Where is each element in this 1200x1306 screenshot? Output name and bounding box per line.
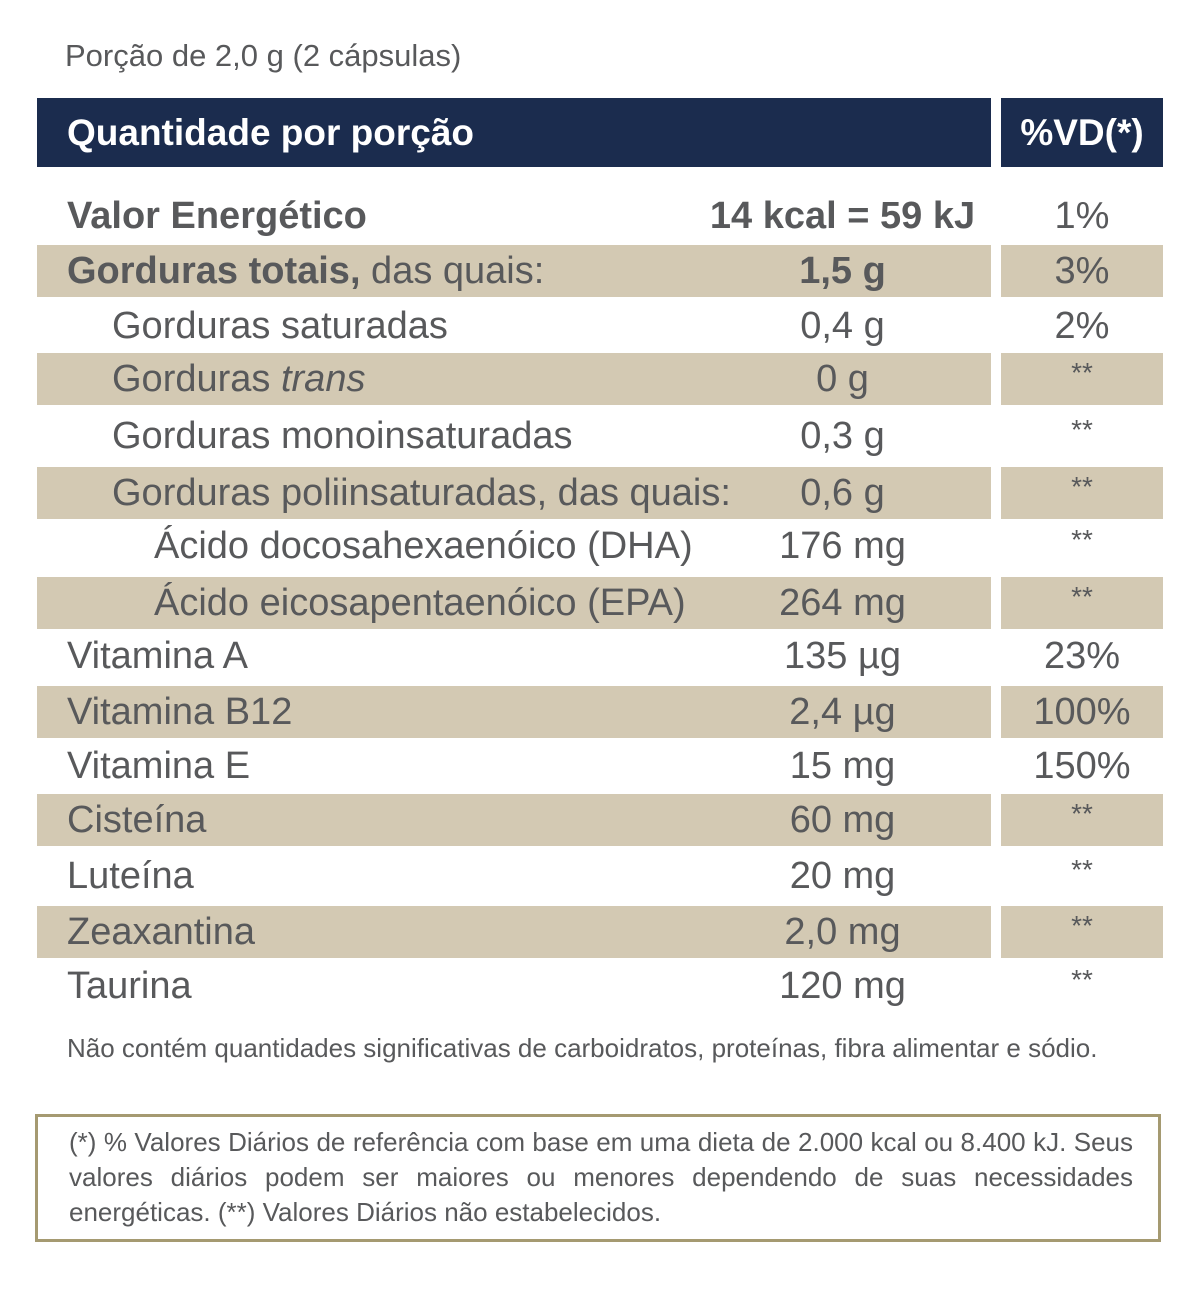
- nutrient-name: Vitamina E: [67, 745, 251, 787]
- nutrient-amount: 120 mg: [779, 965, 906, 1007]
- nutrient-amount: 14 kcal = 59 kJ: [709, 195, 976, 237]
- table-row: [0, 520, 1200, 572]
- table-row: [0, 960, 1200, 1012]
- table-row: [0, 577, 1200, 629]
- nutrient-daily-value: **: [1071, 581, 1093, 612]
- nutrient-daily-value: 100%: [1033, 691, 1131, 733]
- nutrient-name: Gorduras: [112, 358, 281, 400]
- nutrient-amount: 60 mg: [789, 799, 896, 841]
- nutrient-name: Gorduras monoinsaturadas: [112, 415, 573, 457]
- table-row: [0, 906, 1200, 958]
- nutrient-amount: 15 mg: [789, 745, 896, 787]
- nutrient-label: [67, 245, 544, 297]
- nutrient-amount: 0,3 g: [800, 415, 885, 457]
- nutrient-label: [112, 300, 448, 352]
- nutrient-amount: 176 mg: [779, 525, 906, 567]
- nutrient-name: Valor Energético: [67, 195, 367, 237]
- table-row: [0, 850, 1200, 902]
- nutrient-name-italic: trans: [280, 358, 366, 400]
- table-row: [0, 300, 1200, 352]
- nutrient-name: Zeaxantina: [67, 911, 256, 953]
- nutrient-name: Vitamina A: [67, 635, 248, 677]
- nutrient-name: Gorduras saturadas: [112, 305, 448, 347]
- table-row: [0, 467, 1200, 519]
- nutrient-name: Ácido eicosapentaenóico (EPA): [154, 582, 686, 624]
- nutrient-label: [67, 686, 292, 738]
- nutrient-label: [112, 353, 365, 405]
- nutrient-daily-value: 3%: [1054, 250, 1110, 292]
- nutrient-amount: 20 mg: [789, 855, 896, 897]
- nutrient-name: Gorduras poliinsaturadas, das quais:: [112, 472, 731, 514]
- nutrient-label: [67, 794, 206, 846]
- table-row: [0, 740, 1200, 792]
- nutrient-daily-value: **: [1071, 357, 1093, 388]
- nutrient-label: [112, 410, 572, 462]
- serving-size: Porção de 2,0 g (2 cápsulas): [65, 38, 462, 73]
- nutrient-name: Cisteína: [67, 799, 207, 841]
- table-row: [0, 630, 1200, 682]
- header-quantity: Quantidade por porção: [37, 98, 991, 167]
- nutrient-label: [67, 630, 248, 682]
- nutrient-daily-value: 1%: [1054, 195, 1110, 237]
- table-row: [0, 353, 1200, 405]
- nutrient-daily-value: **: [1071, 964, 1093, 995]
- nutrient-label: [154, 577, 686, 629]
- note-text: Não contém quantidades significativas de carboidratos, proteínas, fibra alimentar e sódio.: [67, 1033, 1098, 1063]
- nutrient-daily-value: 2%: [1054, 305, 1110, 347]
- nutrient-daily-value: **: [1071, 798, 1093, 829]
- nutrient-amount: 1,5 g: [799, 250, 886, 292]
- nutrient-name: Luteína: [67, 855, 194, 897]
- nutrient-amount: 2,4 µg: [789, 691, 896, 733]
- nutrient-amount: 2,0 mg: [784, 911, 901, 953]
- nutrient-label: [67, 740, 250, 792]
- nutrient-amount: 0,4 g: [800, 305, 885, 347]
- nutrient-daily-value: 150%: [1033, 745, 1131, 787]
- nutrient-amount: 264 mg: [779, 582, 906, 624]
- footnote-text: (*) % Valores Diários de referência com base em uma dieta de 2.000 kcal ou 8.400 kJ. Seus valores diários podem ser maiores ou menores dependendo de suas necessidades energéticas. (**) Valores Diários não estabelecidos.: [69, 1127, 1133, 1227]
- nutrient-name: Ácido docosahexaenóico (DHA): [154, 525, 693, 567]
- nutrient-label: [67, 190, 367, 242]
- footnote-box: [35, 1114, 1161, 1242]
- nutrient-amount: 0,6 g: [800, 472, 885, 514]
- header-daily-value: %VD(*): [1001, 98, 1163, 167]
- nutrient-name: Vitamina B12: [67, 691, 293, 733]
- nutrient-amount: 0 g: [816, 358, 869, 400]
- nutrient-name: Taurina: [67, 965, 192, 1007]
- table-row: [0, 245, 1200, 297]
- nutrient-daily-value: 23%: [1043, 635, 1121, 677]
- nutrient-label: [67, 906, 255, 958]
- table-row: [0, 794, 1200, 846]
- nutrient-daily-value: **: [1071, 524, 1093, 555]
- table-row: [0, 410, 1200, 462]
- nutrient-daily-value: **: [1071, 910, 1093, 941]
- nutrient-daily-value: **: [1071, 854, 1093, 885]
- nutrient-label: [67, 850, 194, 902]
- nutrient-amount: 135 µg: [784, 635, 901, 677]
- nutrient-label: [154, 520, 693, 572]
- nutrient-label: [112, 467, 731, 519]
- nutrient-name: Gorduras totais,: [67, 250, 361, 292]
- nutrient-name-suffix: das quais:: [360, 250, 545, 292]
- nutrient-daily-value: **: [1071, 414, 1093, 445]
- nutrient-label: [67, 960, 192, 1012]
- nutrient-daily-value: **: [1071, 471, 1093, 502]
- table-row: [0, 190, 1200, 242]
- table-row: [0, 686, 1200, 738]
